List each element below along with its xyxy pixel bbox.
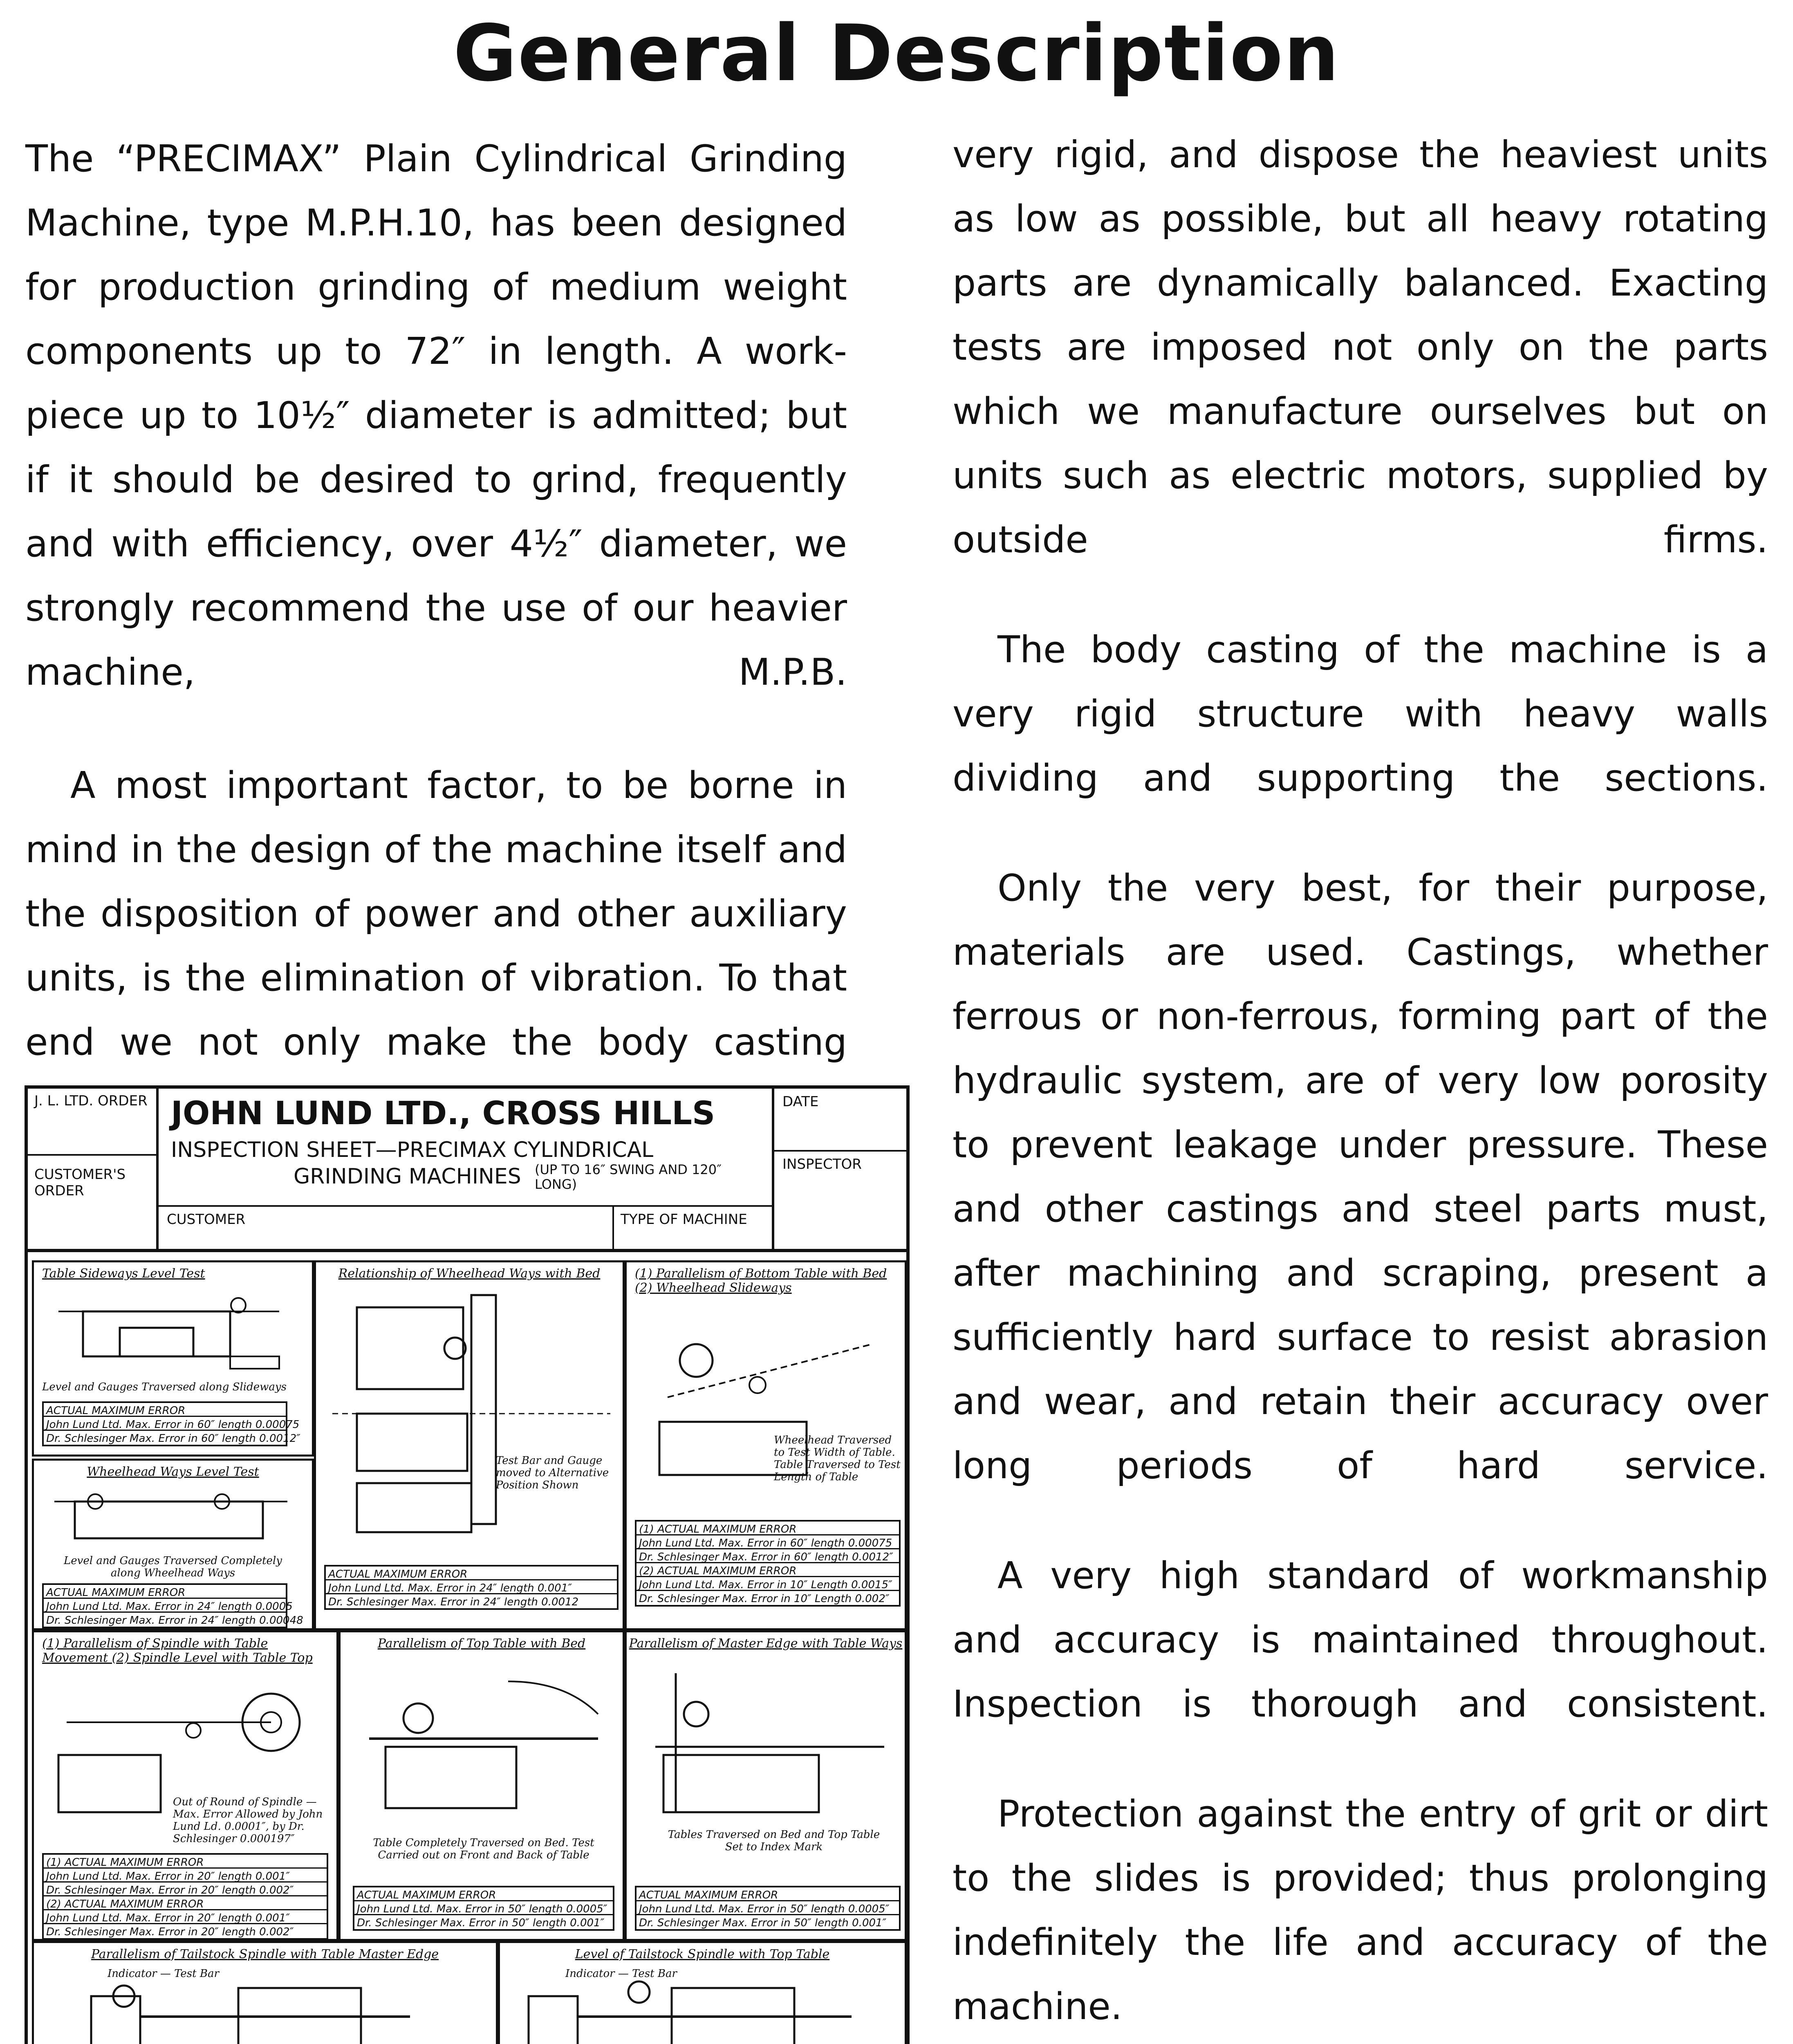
date-label: DATE [782,1094,819,1110]
error-row: John Lund Ltd. Max. Error in 50″ length 0.0005″ [354,1901,613,1915]
error-row: (1) ACTUAL MAXIMUM ERROR [637,1522,899,1535]
panel-note: Table Completely Traversed on Bed. Test Carried out on Front and Back of Table [373,1837,594,1861]
error-table [635,1520,901,1607]
error-row: Dr. Schlesinger Max. Error in 50″ length 0.001″ [639,1917,887,1929]
error-row: Dr. Schlesinger Max. Error in 60″ length 0.0012″ [46,1432,300,1445]
error-table [324,1565,619,1610]
test-panel [314,1260,625,1630]
panel-note: Wheelhead Traversed to Test Width of Table. Table Traversed to Test Length of Table [774,1434,901,1483]
error-row: Dr. Schlesinger Max. Error in 50″ length 0.001″ [357,1917,605,1929]
panel-title: (1) Parallelism of Bottom Table with Bed (2) Wheelhead Slideways [635,1266,887,1295]
panel-title: Relationship of Wheelhead Ways with Bed [338,1266,601,1281]
panel-title: Parallelism of Master Edge with Table Ways [629,1636,903,1651]
panel-title: (1) Parallelism of Spindle with Table Movement (2) Spindle Level with Table Top [42,1636,313,1665]
test-panel [498,1941,907,2044]
left-column [25,127,847,1123]
error-row: Dr. Schlesinger Max. Error in 60″ length 0.0012″ [637,1549,899,1563]
error-table [42,1853,328,1940]
gauge-diagram [50,1485,296,1555]
order-label: J. L. LTD. ORDER [34,1093,148,1109]
error-row: John Lund Ltd. Max. Error in 60″ length 0.00075 [637,1535,899,1549]
error-row: (1) ACTUAL MAXIMUM ERROR [44,1855,327,1869]
test-panel [32,1630,338,1941]
customers-order-label: CUSTOMER'S ORDER [34,1166,126,1199]
error-row: ACTUAL MAXIMUM ERROR [44,1403,286,1417]
panel-note: Tables Traversed on Bed and Top Table Set to Index Mark [668,1829,880,1853]
error-row: John Lund Ltd. Max. Error in 10″ Length 0.0015″ [637,1577,899,1591]
inspection-sheet [25,1085,910,2044]
panel-note: Level and Gauges Traversed Completely along Wheelhead Ways [64,1555,282,1579]
error-row: ACTUAL MAXIMUM ERROR [326,1567,617,1580]
error-row: John Lund Ltd. Max. Error in 20″ length 0.001″ [44,1869,327,1883]
error-row: Dr. Schlesinger Max. Error in 24″ length 0.00048 [46,1614,303,1627]
paragraph: The body casting of the machine is a very rigid structure with heavy walls dividing and supporting the sections. [953,628,1768,800]
error-row: Dr. Schlesinger Max. Error in 24″ length 0.0012 [328,1596,579,1608]
panel-title: Wheelhead Ways Level Test [87,1465,259,1479]
test-panel [32,1941,498,2044]
error-table [42,1583,303,1628]
test-panel [32,1260,314,1457]
company-name: JOHN LUND LTD., CROSS HILLS [171,1095,715,1132]
sheet-subtitle: INSPECTION SHEET—PRECIMAX CYLINDRICAL [171,1138,654,1162]
error-row: Dr. Schlesinger Max. Error in 20″ length 0.002″ [44,1883,327,1896]
top-table-diagram [353,1665,614,1820]
paragraph: Protection against the entry of grit or dirt to the slides is provided; thus prolonging indefinitely the life and accuracy of the machine. [953,1793,1768,2028]
test-panel [625,1630,907,1941]
panel-title: Parallelism of Top Table with Bed [377,1636,586,1651]
error-row: ACTUAL MAXIMUM ERROR [637,1887,899,1901]
error-table [353,1886,614,1931]
gauge-diagram [50,1287,296,1381]
error-row: ACTUAL MAXIMUM ERROR [354,1887,613,1901]
sheet-header [28,1089,906,1252]
error-row: (2) ACTUAL MAXIMUM ERROR [44,1896,327,1910]
sheet-subtitle: GRINDING MACHINES [294,1164,521,1189]
error-table [635,1886,901,1931]
error-row: John Lund Ltd. Max. Error in 24″ length 0.001″ [326,1580,617,1594]
panel-title: Level of Tailstock Spindle with Top Table [575,1947,830,1961]
tailstock-diagram [75,1972,459,2044]
paragraph: A very high standard of workmanship and accuracy is maintained throughout. Inspection is thorough and consistent. [953,1554,1768,1726]
error-row: John Lund Ltd. Max. Error in 24″ length 0.0005 [44,1599,286,1613]
error-row: ACTUAL MAXIMUM ERROR [44,1585,286,1599]
error-row: John Lund Ltd. Max. Error in 60″ length 0.00075 [44,1417,286,1431]
type-label: TYPE OF MACHINE [621,1211,747,1228]
error-row: (2) ACTUAL MAXIMUM ERROR [637,1563,899,1577]
customer-label: CUSTOMER [167,1211,246,1228]
right-column [953,123,1768,2044]
panel-title: Parallelism of Tailstock Spindle with Table Master Edge [91,1947,439,1961]
panel-note: Level and Gauges Traversed along Slideways [42,1381,287,1393]
paragraph: very rigid, and dispose the heaviest units as low as possible, but all heavy rotating parts are dynamically balanced. Exacting tests are imposed not only on the parts which we manufacture ourselves but on units such as electric motors, supplied by outside firms. [953,133,1768,561]
tailstock-level-diagram [516,1972,892,2044]
panel-title: Table Sideways Level Test [42,1266,205,1281]
error-row: Dr. Schlesinger Max. Error in 10″ Length 0.002″ [639,1593,890,1605]
capacity-note: (UP TO 16″ SWING AND 120″ LONG) [535,1162,722,1192]
wheelhead-diagram [332,1291,610,1544]
test-panel [625,1260,907,1630]
panel-note: Out of Round of Spindle — Max. Error Allowed by John Lund Ld. 0.0001″, by Dr. Schlesinger 0.000197″ [173,1796,323,1845]
panel-note: Indicator — Test Bar [108,1968,219,1980]
error-row: Dr. Schlesinger Max. Error in 20″ length 0.002″ [46,1926,294,1938]
panel-note: Test Bar and Gauge moved to Alternative Position Shown [496,1455,609,1491]
paragraph: The “PRECIMAX” Plain Cylindrical Grinding Machine, type M.P.H.10, has been designed for production grinding of medium weight components up to 72″ in length. A work-piece up to 10½″ diameter is admitted; but if it should be desired to grind, frequently and with efficiency, over 4½″ diameter, we strongly recommend the use of our heavier machine, M.P.B. [25,137,847,694]
error-row: John Lund Ltd. Max. Error in 20″ length 0.001″ [44,1910,327,1924]
test-panel [338,1630,625,1941]
error-table [42,1401,300,1446]
page-title: General Description [453,8,1340,99]
inspector-label: INSPECTOR [782,1156,862,1172]
error-row: John Lund Ltd. Max. Error in 50″ length 0.0005″ [637,1901,899,1915]
test-panel [32,1459,314,1630]
paragraph: Only the very best, for their purpose, materials are used. Castings, whether ferrous or non-ferrous, forming part of the hydraulic system, are of very low porosity to prevent leakage under pressure. These and other castings and steel parts must, after machining and scraping, present a sufficiently hard surface to resist abrasion and wear, and retain their accuracy over long periods of hard service. [953,867,1768,1487]
paragraph: A most important factor, to be borne in mind in the design of the machine itself and the disposition of power and other auxiliary units, is the elimination of vibration. To that end we not only make the body casting [25,764,847,1064]
panel-note: Indicator — Test Bar [565,1968,677,1980]
master-edge-diagram [639,1665,896,1820]
